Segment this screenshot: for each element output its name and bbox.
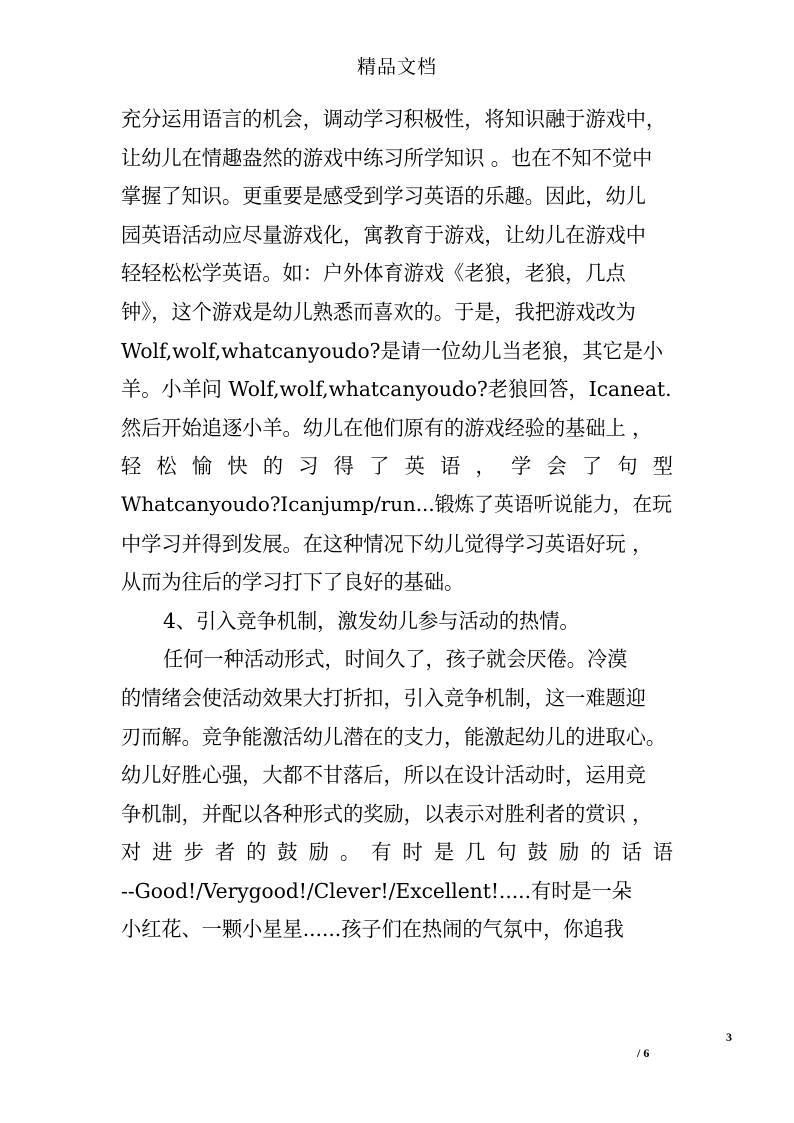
text-line: 的情绪会使活动效果大打折扣，引入竞争机制，这一难题迎 [121, 685, 646, 710]
text-line: Wolf,wolf,whatcanyoudo?是请一位幼儿当老狼，其它是小 [121, 338, 664, 363]
text-line: 掌握了知识。更重要是感受到学习英语的乐趣。因此，幼儿 [121, 184, 646, 209]
text-line: Whatcanyoudo?Icanjump/run...锻炼了英语听说能力，在玩 [121, 492, 672, 516]
page-total: / 6 [637, 1046, 650, 1060]
text-line: 然后开始追逐小羊。幼儿在他们原有的游戏经验的基础上 ， [121, 415, 653, 440]
text-line: 幼儿好胜心强，大都不甘落后，所以在设计活动时，运用竞 [121, 763, 646, 788]
text-line: 争机制，并配以各种形式的奖励，以表示对胜利者的赏识 ， [121, 801, 653, 826]
text-line: 充分运用语言的机会，调动学习积极性，将知识融于游戏中， [121, 107, 667, 131]
document-body [121, 100, 673, 949]
text-line: 轻 松 愉 快 的 习 得 了 英 语 ， 学 会 了 句 型 [121, 454, 673, 479]
text-line: 轻轻松松学英语。如：户外体育游戏《老狼，老狼，几点 [121, 261, 626, 286]
page-number: 3 [726, 1030, 732, 1044]
paragraph-first-line: 任何一种活动形式，时间久了，孩子就会厌倦。冷漠 [163, 647, 628, 672]
text-line: 小红花、一颗小星星......孩子们在热闹的气氛中，你追我 [121, 917, 624, 942]
text-line: --Good!/Verygood!/Clever!/Excellent!.....有时是一朵 [121, 878, 632, 903]
text-line: 从而为往后的学习打下了良好的基础。 [121, 570, 465, 595]
text-line: 刃而解。竞争能激活幼儿潜在的支力，能激起幼儿的进取心。 [121, 724, 667, 749]
text-line: 钟》，这个游戏是幼儿熟悉而喜欢的。于是，我把游戏改为 [121, 299, 636, 324]
section-heading: 4、引入竞争机制，激发幼儿参与活动的热情。 [163, 608, 580, 633]
text-line: 对 进 步 者 的 鼓 励 。 有 时 是 几 句 鼓 励 的 话 语 [121, 840, 673, 865]
text-line: 让幼儿在情趣盎然的游戏中练习所学知识 。也在不知不觉中 [121, 145, 653, 170]
text-line: 羊。小羊问 Wolf,wolf,whatcanyoudo?老狼回答，Icaneat. [121, 377, 672, 402]
text-line: 中学习并得到发展。在这种情况下幼儿觉得学习英语好玩 ， [121, 531, 653, 556]
page-header-title: 精品文档 [356, 56, 437, 78]
text-line: 园英语活动应尽量游戏化，寓教育于游戏，让幼儿在游戏中 [121, 222, 646, 247]
